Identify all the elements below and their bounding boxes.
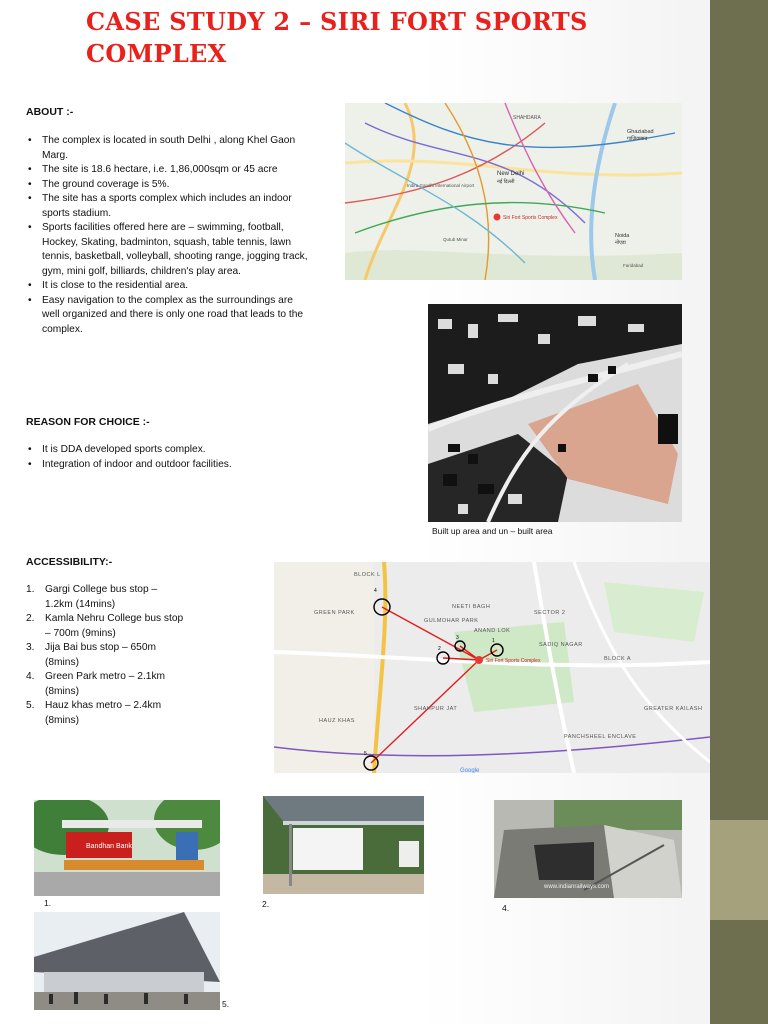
side-bar-accent [710, 820, 768, 920]
about-item: • The site is 18.6 hectare, i.e. 1,86,000sqm or 45 acre [26, 163, 311, 178]
map-label: Faridabad [623, 263, 644, 268]
map-label: SECTOR 2 [534, 610, 566, 616]
photo-caption: 5. [222, 999, 230, 1009]
map-marker-label: 1 [492, 638, 495, 644]
map-marker-label: 3 [456, 635, 459, 641]
accessibility-item: 5. Hauz khas metro – 2.4km (8mins) [26, 700, 162, 726]
watermark-text: www.indianrailways.com [544, 884, 610, 890]
map-marker-label: 4 [374, 588, 377, 594]
map-label: ANAND LOK [474, 628, 511, 634]
photo-caption: 4. [502, 903, 510, 913]
map-label: Ghaziabad [627, 129, 654, 135]
photo-metro-entrance [494, 800, 682, 898]
about-item: • It is close to the residential area. [26, 279, 311, 294]
map-label: PANCHSHEEL ENCLAVE [564, 734, 637, 740]
about-item: • Easy navigation to the complex as the surroundings are well organized and there is only one road that leads to the complex. [26, 294, 311, 338]
map-label: GREATER KAILASH [644, 706, 703, 712]
figure-ground-caption: Built up area and un – built area [432, 526, 553, 536]
map-label: Siri Fort Sports Complex [486, 658, 541, 664]
map-marker-label: 5 [364, 751, 367, 757]
sign-text: Bandhan Bank [86, 843, 132, 850]
map-label: SHAHDARA [513, 115, 541, 121]
map-label: Siri Fort Sports Complex [503, 215, 558, 221]
map-label: New Delhi [497, 171, 525, 177]
map-label: NEETI BAGH [452, 604, 491, 610]
about-list [26, 134, 311, 337]
map-label: Indira Gandhi International Airport [407, 183, 475, 188]
accessibility-item: 2. Kamla Nehru College bus stop – 700m (9mins) [26, 613, 184, 639]
photo-metro-station [34, 912, 220, 1010]
about-heading: ABOUT :- [26, 106, 74, 118]
map-label: नई दिल्ली [497, 179, 515, 185]
about-item: • The complex is located in south Delhi , along Khel Gaon Marg. [26, 134, 311, 163]
map-label: GREEN PARK [314, 610, 355, 616]
delhi-overview-map [345, 103, 682, 280]
photo-caption: 2. [262, 899, 270, 909]
accessibility-heading: ACCESSIBILITY:- [26, 556, 113, 568]
accessibility-map [274, 562, 710, 773]
map-label: HAUZ KHAS [319, 718, 355, 724]
about-item: • The ground coverage is 5%. [26, 178, 311, 193]
map-marker-label: 2 [438, 646, 441, 652]
side-bar [710, 0, 768, 1024]
accessibility-list [26, 583, 186, 728]
photo-bus-stop-1 [34, 800, 220, 896]
map-label: Noida [615, 233, 630, 239]
accessibility-item: 1. Gargi College bus stop – 1.2km (14mins) [26, 584, 158, 610]
about-item: • The site has a sports complex which includes an indoor sports stadium. [26, 192, 311, 221]
accessibility-item: 3. Jija Bai bus stop – 650m (8mins) [26, 642, 156, 668]
map-label: BLOCK A [604, 656, 632, 662]
reason-heading: REASON FOR CHOICE :- [26, 416, 150, 428]
accessibility-item: 4. Green Park metro – 2.1km (8mins) [26, 671, 166, 697]
map-label: Google [460, 768, 480, 773]
map-label: GULMOHAR PARK [424, 618, 479, 624]
map-label: नोएडा [615, 240, 626, 246]
map-label: गाज़ियाबाद [627, 136, 648, 142]
reason-item: • It is DDA developed sports complex. [26, 443, 311, 458]
reason-list [26, 443, 311, 472]
map-label: SADIQ NAGAR [539, 642, 583, 648]
photo-caption: 1. [44, 898, 52, 908]
photo-bus-stop-2 [263, 796, 424, 894]
map-label: SHAHPUR JAT [414, 706, 458, 712]
reason-item: • Integration of indoor and outdoor facilities. [26, 458, 311, 473]
page-title: CASE STUDY 2 – SIRI FORT SPORTS COMPLEX [86, 7, 588, 68]
map-label: BLOCK L [354, 572, 381, 578]
figure-ground-map [428, 304, 682, 522]
map-label: Qutub Minar [443, 237, 468, 242]
about-item: • Sports facilities offered here are – swimming, football, Hockey, Skating, badminton, squash, table tennis, lawn tennis, basketball, volleyball, shooting range, jogging track, gym, mini golf, billiards, children's play area. [26, 221, 311, 279]
